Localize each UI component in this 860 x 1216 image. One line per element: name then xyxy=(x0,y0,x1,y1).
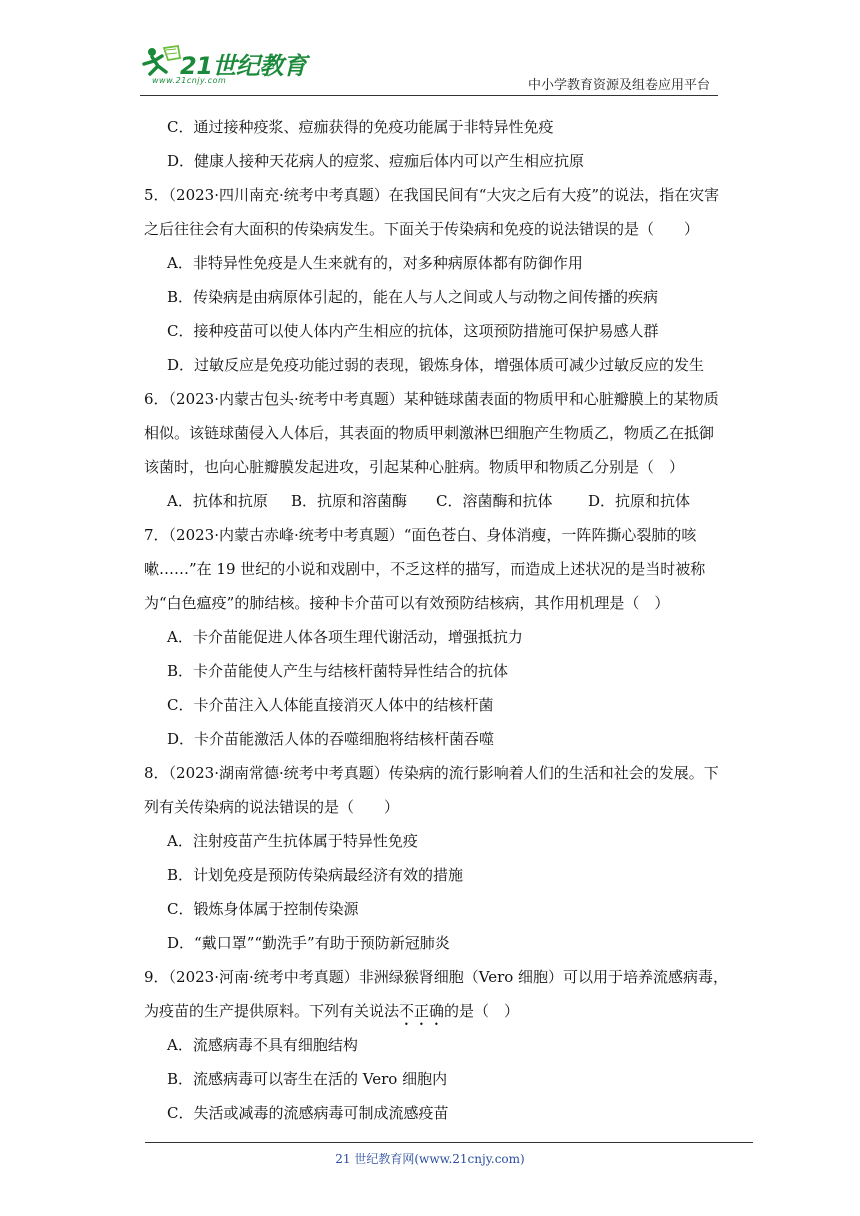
logo xyxy=(140,42,310,92)
q5-option-c: C．接种疫苗可以使人体内产生相应的抗体，这项预防措施可保护易感人群 xyxy=(167,322,659,340)
q6-option-d: D．抗原和抗体 xyxy=(588,492,691,510)
q8-option-b: B．计划免疫是预防传染病最经济有效的措施 xyxy=(167,866,464,884)
q5-stem-line2: 之后往往会有大面积的传染病发生。下面关于传染病和免疫的说法错误的是（ ） xyxy=(144,220,700,238)
logo-url: www.21cnjy.com xyxy=(152,76,227,85)
q8-stem-line2: 列有关传染病的说法错误的是（ ） xyxy=(144,798,400,816)
q6-options xyxy=(144,484,719,518)
q8-option-d: D．“戴口罩”“勤洗手”有助于预防新冠肺炎 xyxy=(167,934,450,952)
q8-stem-line1: 8．（2023·湖南常德·统考中考真题）传染病的流行影响着人们的生活和社会的发展。下 xyxy=(144,764,719,782)
q7-stem-line1: 7．（2023·内蒙古赤峰·统考中考真题）“面色苍白、身体消瘦，一阵阵撕心裂肺的咳 xyxy=(144,526,697,544)
q9-stem-text: 为疫苗的生产提供原料。下列有关说法 xyxy=(144,1002,400,1020)
footer-link[interactable]: 21 世纪教育网(www.21cnjy.com) xyxy=(335,1152,525,1166)
q7-option-c: C．卡介苗注入人体能直接消灭人体中的结核杆菌 xyxy=(167,696,494,714)
q6-stem-line2: 相似。该链球菌侵入人体后，其表面的物质甲刺激淋巴细胞产生物质乙，物质乙在抵御 xyxy=(144,424,715,442)
q4-option-d: D．健康人接种天花病人的痘浆、痘痂后体内可以产生相应抗原 xyxy=(167,152,585,170)
q7-option-a: A．卡介苗能促进人体各项生理代谢活动，增强抵抗力 xyxy=(167,628,523,646)
q9-option-c: C．失活或减毒的流感病毒可制成流感疫苗 xyxy=(167,1104,449,1122)
header-divider xyxy=(140,95,718,96)
q5-option-d: D．过敏反应是免疫功能过弱的表现，锻炼身体，增强体质可减少过敏反应的发生 xyxy=(167,356,705,374)
q6-stem-line1: 6．（2023·内蒙古包头·统考中考真题）某种链球菌表面的物质甲和心脏瓣膜上的某物质 xyxy=(144,390,719,408)
platform-name: 中小学教育资源及组卷应用平台 xyxy=(527,78,710,93)
q5-option-a: A．非特异性免疫是人生来就有的，对多种病原体都有防御作用 xyxy=(167,254,583,272)
q9-option-a: A．流感病毒不具有细胞结构 xyxy=(167,1036,358,1054)
q9-stem-line1: 9．（2023·河南·统考中考真题）非洲绿猴肾细胞（Vero 细胞）可以用于培养流感病毒， xyxy=(144,968,729,986)
q9-emphasis-not-correct: 不正确 xyxy=(399,1002,445,1020)
q7-option-b: B．卡介苗能使人产生与结核杆菌特异性结合的抗体 xyxy=(167,662,509,680)
q9-option-b: B．流感病毒可以寄生在活的 Vero 细胞内 xyxy=(167,1070,448,1088)
q7-stem-line2: 嗽……”在 19 世纪的小说和戏剧中，不乏这样的描写，而造成上述状况的是当时被称 xyxy=(144,560,706,578)
q6-option-b: B．抗原和溶菌酶 xyxy=(291,492,408,510)
q5-option-b: B．传染病是由病原体引起的，能在人与人之间或人与动物之间传播的疾病 xyxy=(167,288,659,306)
q6-option-c: C．溶菌酶和抗体 xyxy=(436,492,553,510)
q5-stem-line1: 5．（2023·四川南充·统考中考真题）在我国民间有“大灾之后有大疫”的说法，指在灾害 xyxy=(144,186,720,204)
page-header xyxy=(0,0,860,100)
q8-option-a: A．注射疫苗产生抗体属于特异性免疫 xyxy=(167,832,418,850)
question-content xyxy=(144,110,729,1130)
q8-option-c: C．锻炼身体属于控制传染源 xyxy=(167,900,359,918)
q7-stem-line3: 为“白色瘟疫”的肺结核。接种卡介苗可以有效预防结核病，其作用机理是（ ） xyxy=(144,594,670,612)
q9-stem-tail: 的是（ ） xyxy=(444,1002,520,1020)
q6-stem-line3: 该菌时，也向心脏瓣膜发起进攻，引起某种心脏病。物质甲和物质乙分别是（ ） xyxy=(144,458,685,476)
logo-text: 21世纪教育 xyxy=(180,52,307,80)
footer-divider xyxy=(145,1142,753,1143)
q6-option-a: A．抗体和抗原 xyxy=(167,492,268,510)
q9-stem-line2 xyxy=(144,994,719,1028)
q7-option-d: D．卡介苗能激活人体的吞噬细胞将结核杆菌吞噬 xyxy=(167,730,495,748)
q4-option-c: C．通过接种疫浆、痘痂获得的免疫功能属于非特异性免疫 xyxy=(167,118,554,136)
